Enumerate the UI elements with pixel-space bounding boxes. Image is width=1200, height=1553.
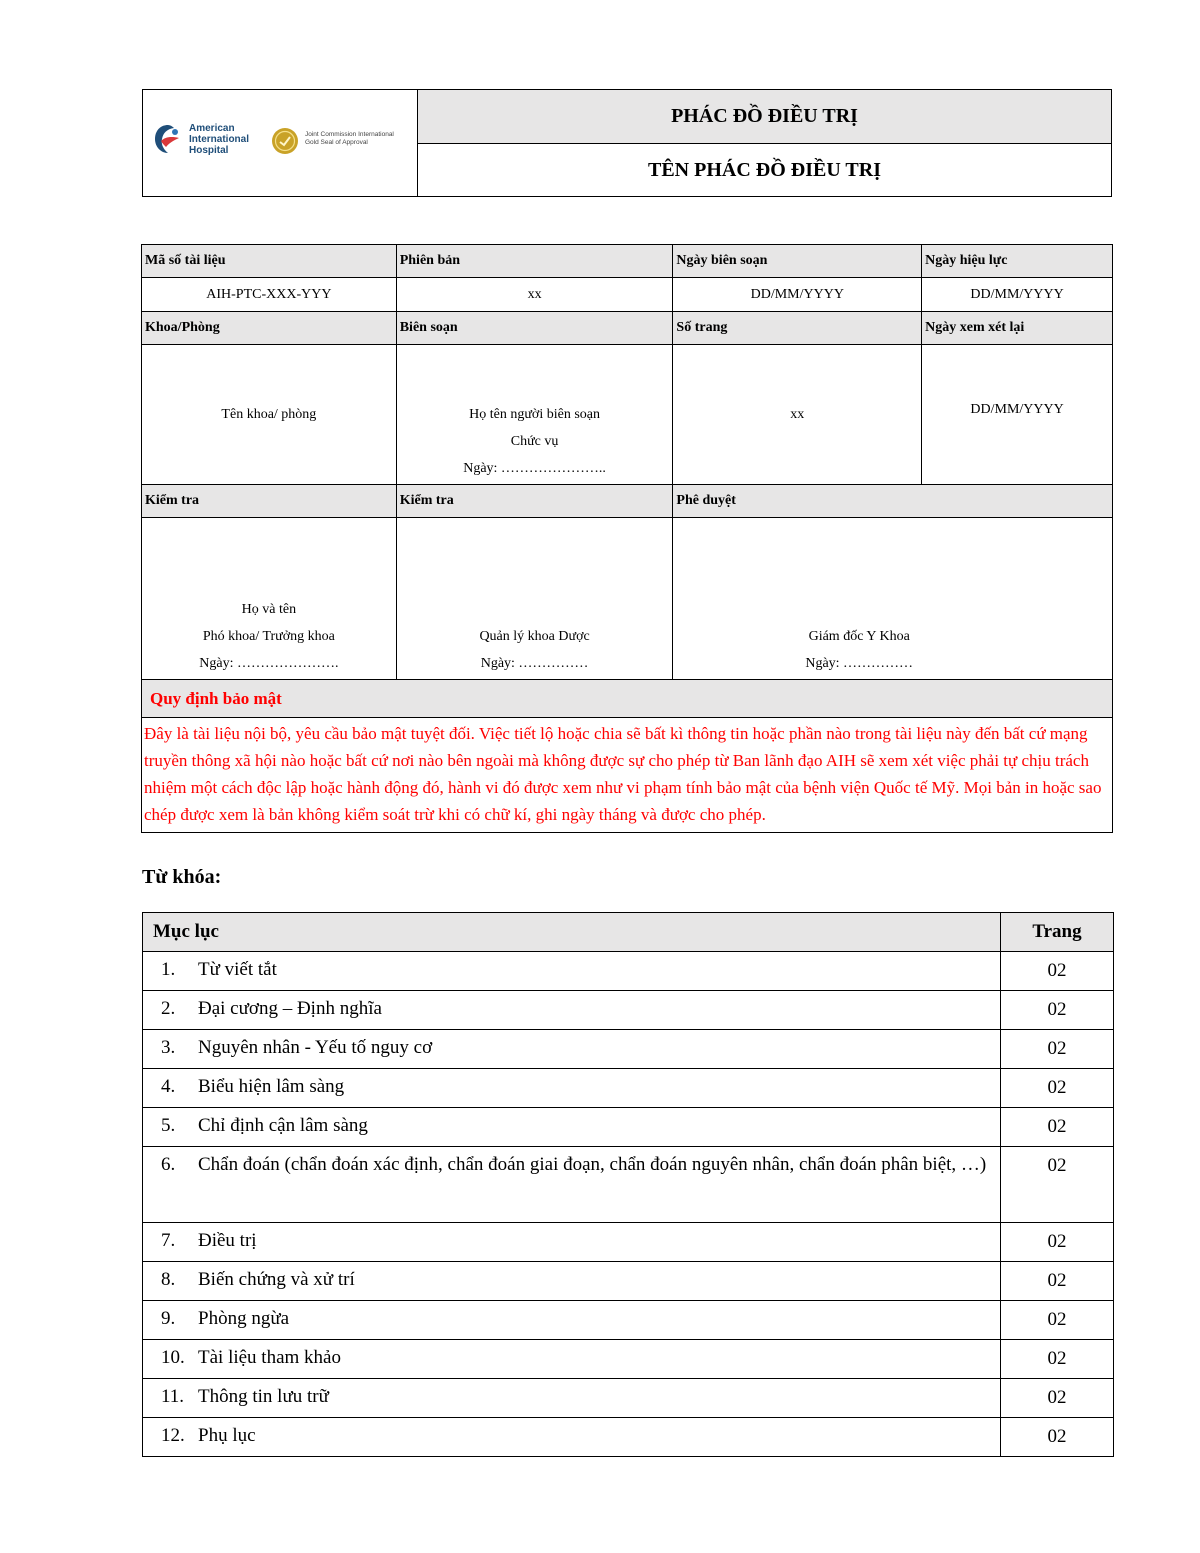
- table-row: [143, 1301, 1114, 1340]
- toc-item-title: Phòng ngừa: [198, 1308, 290, 1329]
- toc-item-number: 1.: [161, 959, 176, 980]
- author-title: Chức vụ: [510, 434, 559, 449]
- toc-item-page: 02: [1001, 1069, 1114, 1108]
- protocol-name-title: TÊN PHÁC ĐỒ ĐIỀU TRỊ: [648, 158, 881, 181]
- toc-item-page: 02: [1001, 1147, 1114, 1223]
- toc-item-cell: [143, 1418, 1001, 1457]
- confidential-text: Đây là tài liệu nội bộ, yêu cầu bảo mật tuyệt đối. Việc tiết lộ hoặc chia sẽ bất kì thông tin hoặc phần nào trong tài liệu này đến bất cứ mạng truyền thông xã hội nào hoặc bất cứ nơi nào bên ngoài mà không được sự cho phép từ Ban lãnh đạo AIH sẽ xem xét việc phải tự chịu trách nhiệm một cách độc lập hoặc hành động đó, hành vi đó được xem như vi phạm tính bảo mật của bệnh viện Quốc tế Mỹ. Mọi bản in hoặc sao chép được xem là bản không kiểm soát trừ khi có chữ kí, ghi ngày tháng và được cho phép.: [142, 718, 1113, 833]
- table-row: [143, 1379, 1114, 1418]
- pages-value: [673, 345, 922, 485]
- toc-item-number: 8.: [161, 1269, 176, 1290]
- dept-label: Khoa/Phòng: [142, 312, 397, 345]
- header-titles: [418, 90, 1111, 196]
- list-item: [161, 1418, 992, 1454]
- table-row: [143, 1418, 1114, 1457]
- toc-item-page: 02: [1001, 991, 1114, 1030]
- pages-text: xx: [790, 406, 805, 422]
- approve-signature-block: [673, 518, 1113, 680]
- toc-item-page: 02: [1001, 1418, 1114, 1457]
- toc-item-page: 02: [1001, 1030, 1114, 1069]
- doc-code-value: AIH-PTC-XXX-YYY: [142, 278, 397, 312]
- review-date-value: [922, 345, 1113, 485]
- check1-date: Ngày: ………………….: [199, 656, 339, 671]
- pages-label: Số trang: [673, 312, 922, 345]
- toc-item-number: 12.: [161, 1425, 185, 1446]
- toc-item-title: Từ viết tắt: [198, 959, 277, 980]
- seal-caption-line: Joint Commission International: [305, 131, 394, 138]
- toc-item-number: 7.: [161, 1230, 176, 1251]
- toc-item-cell: [143, 1223, 1001, 1262]
- hospital-logo-icon: [153, 123, 183, 155]
- toc-header-item: Mục lục: [143, 913, 1001, 952]
- check2-title: Quản lý khoa Dược: [479, 629, 590, 644]
- list-item: [161, 1069, 992, 1105]
- toc-item-number: 5.: [161, 1115, 176, 1136]
- toc-item-page: 02: [1001, 1379, 1114, 1418]
- logo-name-line: Hospital: [189, 145, 229, 156]
- logo-area: [143, 90, 418, 196]
- toc-item-title: Tài liệu tham khảo: [198, 1347, 341, 1368]
- list-item: [161, 991, 992, 1027]
- confidential-heading: Quy định bảo mật: [142, 680, 1113, 718]
- list-item: [161, 1301, 992, 1337]
- toc-item-title: Đại cương – Định nghĩa: [198, 998, 382, 1019]
- review-date-label: Ngày xem xét lại: [922, 312, 1113, 345]
- document-type-title: PHÁC ĐỒ ĐIỀU TRỊ: [418, 90, 1111, 144]
- toc-item-cell: [143, 1030, 1001, 1069]
- jci-seal-icon: [271, 127, 299, 155]
- version-value: xx: [396, 278, 673, 312]
- check1-label: Kiểm tra: [142, 485, 397, 518]
- toc-item-title: Chỉ định cận lâm sàng: [198, 1115, 368, 1136]
- toc-item-page: 02: [1001, 1262, 1114, 1301]
- list-item: [161, 952, 992, 988]
- toc-item-page: 02: [1001, 1301, 1114, 1340]
- table-row: [143, 1069, 1114, 1108]
- check1-signature-block: [142, 518, 397, 680]
- toc-item-page: 02: [1001, 1108, 1114, 1147]
- table-row: [143, 1030, 1114, 1069]
- toc-item-title: Biến chứng và xử trí: [198, 1269, 355, 1290]
- toc-item-number: 9.: [161, 1308, 176, 1329]
- table-row: [143, 1108, 1114, 1147]
- document-info-table: [141, 244, 1113, 833]
- list-item: [161, 1030, 992, 1066]
- toc-header-page: Trang: [1001, 913, 1114, 952]
- list-item: [161, 1262, 992, 1298]
- toc-item-cell: [143, 1262, 1001, 1301]
- seal-caption: [305, 131, 394, 147]
- version-label: Phiên bản: [396, 245, 673, 278]
- toc-item-number: 2.: [161, 998, 176, 1019]
- toc-body: [143, 952, 1114, 1457]
- effective-date-value: DD/MM/YYYY: [922, 278, 1113, 312]
- list-item: [161, 1147, 992, 1183]
- toc-item-cell: [143, 1108, 1001, 1147]
- seal-caption-line: Gold Seal of Approval: [305, 139, 368, 146]
- effective-date-label: Ngày hiệu lực: [922, 245, 1113, 278]
- document-header: [142, 89, 1112, 197]
- toc-item-title: Biểu hiện lâm sàng: [198, 1076, 345, 1097]
- check2-label: Kiểm tra: [396, 485, 673, 518]
- toc-item-number: 4.: [161, 1076, 176, 1097]
- table-row: [143, 1223, 1114, 1262]
- dept-text: Tên khoa/ phòng: [221, 406, 317, 422]
- table-row: [143, 991, 1114, 1030]
- approve-label: Phê duyệt: [673, 485, 1113, 518]
- compose-date-value: DD/MM/YYYY: [673, 278, 922, 312]
- check1-name: Họ và tên: [241, 602, 297, 617]
- toc-item-number: 6.: [161, 1154, 176, 1175]
- toc-item-title: Chẩn đoán (chẩn đoán xác định, chẩn đoán giai đoạn, chẩn đoán nguyên nhân, chẩn đoán phân biệt, …): [198, 1154, 987, 1175]
- toc-item-cell: [143, 1301, 1001, 1340]
- table-of-contents: [142, 912, 1114, 1457]
- toc-item-number: 3.: [161, 1037, 176, 1058]
- check2-date: Ngày: ……………: [480, 656, 589, 671]
- list-item: [161, 1379, 992, 1415]
- check2-signature-block: [396, 518, 673, 680]
- toc-item-title: Điều trị: [198, 1230, 257, 1251]
- toc-item-cell: [143, 1379, 1001, 1418]
- toc-item-cell: [143, 1147, 1001, 1223]
- toc-item-cell: [143, 991, 1001, 1030]
- check1-title: Phó khoa/ Trưởng khoa: [202, 629, 335, 644]
- table-row: [143, 1262, 1114, 1301]
- doc-code-label: Mã số tài liệu: [142, 245, 397, 278]
- table-row: [143, 1340, 1114, 1379]
- toc-item-number: 10.: [161, 1347, 185, 1368]
- list-item: [161, 1223, 992, 1259]
- approve-title: Giám đốc Y Khoa: [808, 629, 910, 644]
- author-date: Ngày: …………………..: [463, 461, 606, 476]
- author-label: Biên soạn: [396, 312, 673, 345]
- toc-item-title: Nguyên nhân - Yếu tố nguy cơ: [198, 1037, 433, 1058]
- table-row: [143, 1147, 1114, 1223]
- toc-item-page: 02: [1001, 1340, 1114, 1379]
- hospital-logo-name: [189, 123, 249, 156]
- toc-item-page: 02: [1001, 952, 1114, 991]
- toc-item-title: Thông tin lưu trữ: [198, 1386, 329, 1407]
- compose-date-label: Ngày biên soạn: [673, 245, 922, 278]
- toc-item-number: 11.: [161, 1386, 185, 1407]
- list-item: [161, 1108, 992, 1144]
- table-row: [143, 952, 1114, 991]
- logo-name-line: American: [189, 123, 235, 134]
- dept-value: [142, 345, 397, 485]
- toc-item-cell: [143, 952, 1001, 991]
- toc-item-cell: [143, 1069, 1001, 1108]
- toc-item-cell: [143, 1340, 1001, 1379]
- approve-date: Ngày: ……………: [805, 656, 914, 671]
- list-item: [161, 1340, 992, 1376]
- logo-name-line: International: [189, 134, 250, 145]
- author-name: Họ tên người biên soạn: [469, 407, 600, 422]
- keyword-label: Từ khóa:: [142, 866, 222, 888]
- toc-item-title: Phụ lục: [198, 1425, 256, 1446]
- review-date-text: DD/MM/YYYY: [970, 402, 1064, 417]
- author-block: [396, 345, 673, 485]
- toc-item-page: 02: [1001, 1223, 1114, 1262]
